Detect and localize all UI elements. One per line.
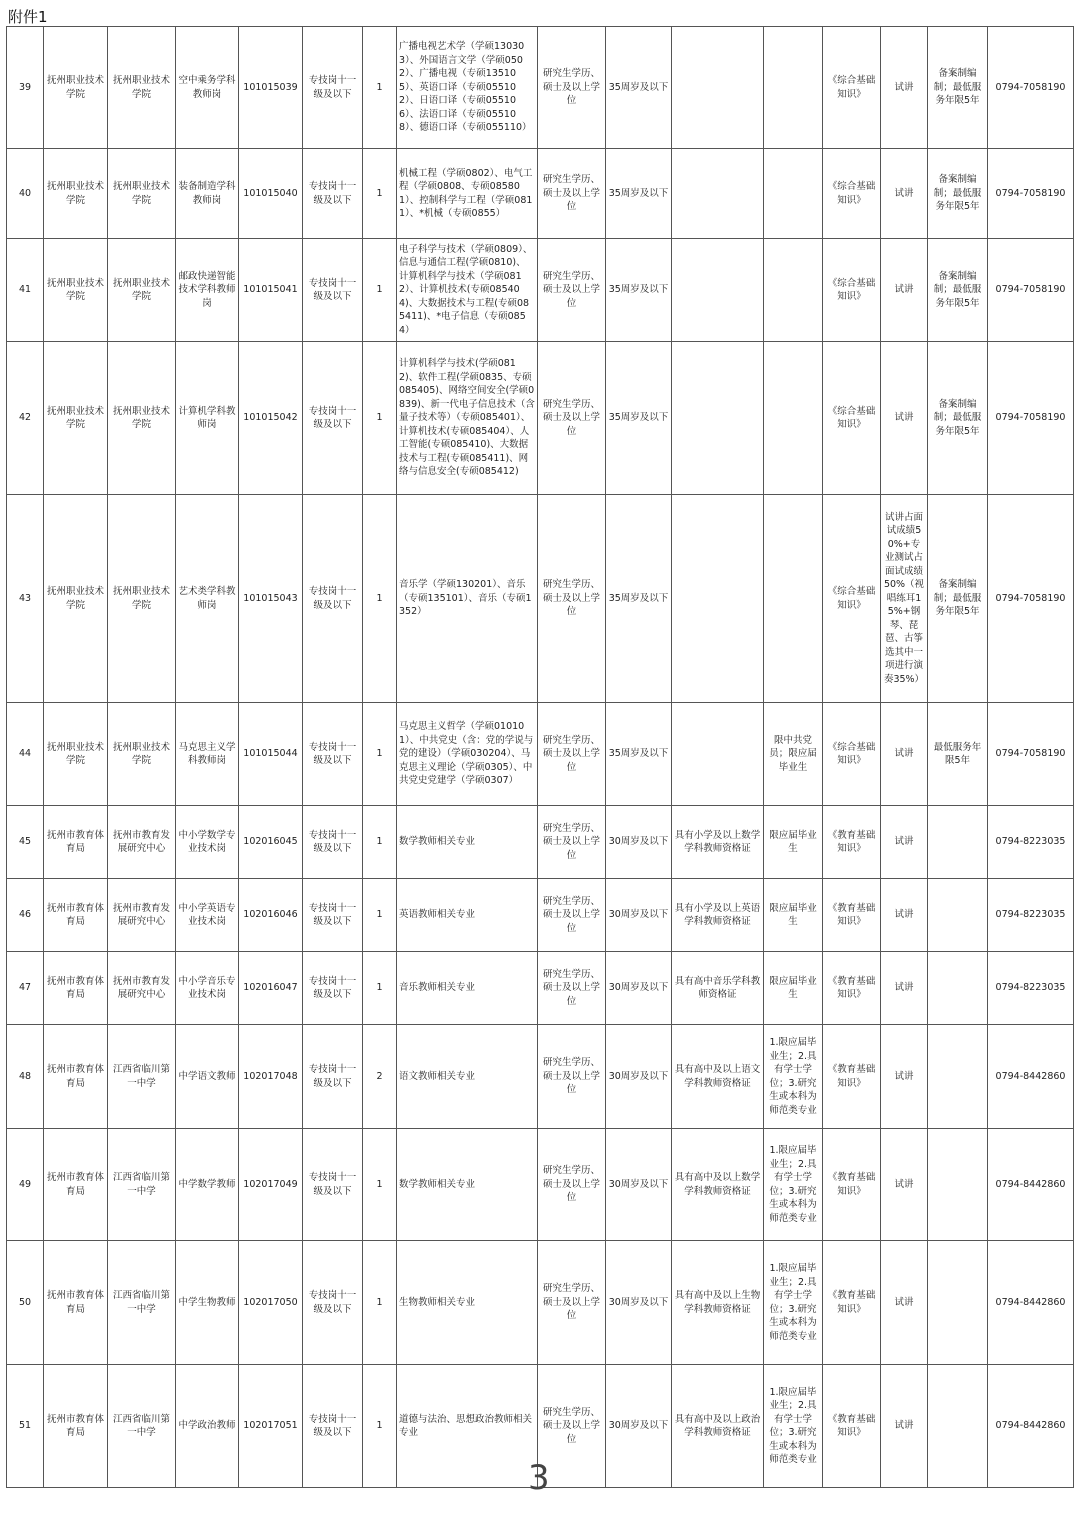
table-row <box>7 27 1074 149</box>
hire-count-cell: 1 <box>363 952 397 1025</box>
major-requirement-cell: 生物教师相关专业 <box>397 1241 538 1365</box>
written-exam-cell: 《教育基础知识》 <box>823 952 881 1025</box>
post-level-cell: 专技岗十一级及以下 <box>303 1365 363 1488</box>
contact-phone-cell: 0794-7058190 <box>988 703 1074 806</box>
post-level-cell: 专技岗十一级及以下 <box>303 27 363 149</box>
row-number-cell: 41 <box>7 239 44 342</box>
post-level-cell: 专技岗十一级及以下 <box>303 495 363 703</box>
department-cell: 抚州职业技术学院 <box>44 239 108 342</box>
hiring-unit-cell: 抚州职业技术学院 <box>108 495 176 703</box>
major-requirement-cell: 音乐教师相关专业 <box>397 952 538 1025</box>
hire-count-cell: 1 <box>363 495 397 703</box>
remark-cell <box>928 806 988 879</box>
post-name-cell: 艺术类学科教师岗 <box>176 495 239 703</box>
interview-method-cell: 试讲 <box>881 1241 928 1365</box>
table-row <box>7 1025 1074 1129</box>
post-name-cell: 邮政快递智能技术学科教师岗 <box>176 239 239 342</box>
other-requirement-cell: 1.限应届毕业生；2.具有学士学位；3.研究生或本科为师范类专业 <box>764 1365 823 1488</box>
row-number-cell: 43 <box>7 495 44 703</box>
post-code-cell: 101015039 <box>239 27 303 149</box>
contact-phone-cell: 0794-7058190 <box>988 27 1074 149</box>
post-level-cell: 专技岗十一级及以下 <box>303 703 363 806</box>
post-level-cell: 专技岗十一级及以下 <box>303 239 363 342</box>
remark-cell: 备案制编制；最低服务年限5年 <box>928 239 988 342</box>
age-requirement-cell: 30周岁及以下 <box>606 806 672 879</box>
hiring-unit-cell: 江西省临川第一中学 <box>108 1365 176 1488</box>
table-row <box>7 806 1074 879</box>
age-requirement-cell: 35周岁及以下 <box>606 342 672 495</box>
contact-phone-cell: 0794-8223035 <box>988 952 1074 1025</box>
remark-cell: 备案制编制；最低服务年限5年 <box>928 27 988 149</box>
certificate-requirement-cell: 具有高中音乐学科教师资格证 <box>672 952 764 1025</box>
major-requirement-cell: 道德与法治、思想政治教师相关专业 <box>397 1365 538 1488</box>
contact-phone-cell: 0794-7058190 <box>988 239 1074 342</box>
contact-phone-cell: 0794-7058190 <box>988 149 1074 239</box>
written-exam-cell: 《教育基础知识》 <box>823 1129 881 1241</box>
page-number: 3 <box>528 1458 550 1498</box>
post-level-cell: 专技岗十一级及以下 <box>303 1241 363 1365</box>
post-code-cell: 101015040 <box>239 149 303 239</box>
department-cell: 抚州市教育体育局 <box>44 1025 108 1129</box>
certificate-requirement-cell <box>672 342 764 495</box>
post-level-cell: 专技岗十一级及以下 <box>303 879 363 952</box>
written-exam-cell: 《教育基础知识》 <box>823 1365 881 1488</box>
hiring-unit-cell: 抚州职业技术学院 <box>108 27 176 149</box>
hire-count-cell: 1 <box>363 1365 397 1488</box>
hire-count-cell: 1 <box>363 342 397 495</box>
table-row <box>7 342 1074 495</box>
education-requirement-cell: 研究生学历、硕士及以上学位 <box>538 149 606 239</box>
major-requirement-cell: 马克思主义哲学（学硕010101）、中共党史（含：党的学说与党的建设）（学硕030204）、马克思主义理论（学硕0305）、中共党史党建学（学硕0307） <box>397 703 538 806</box>
contact-phone-cell: 0794-8223035 <box>988 879 1074 952</box>
remark-cell <box>928 1025 988 1129</box>
interview-method-cell: 试讲 <box>881 27 928 149</box>
age-requirement-cell: 30周岁及以下 <box>606 1129 672 1241</box>
interview-method-cell: 试讲 <box>881 952 928 1025</box>
remark-cell <box>928 952 988 1025</box>
certificate-requirement-cell <box>672 703 764 806</box>
table-row <box>7 1241 1074 1365</box>
certificate-requirement-cell: 具有小学及以上英语学科教师资格证 <box>672 879 764 952</box>
other-requirement-cell: 限应届毕业生 <box>764 806 823 879</box>
age-requirement-cell: 35周岁及以下 <box>606 149 672 239</box>
row-number-cell: 40 <box>7 149 44 239</box>
written-exam-cell: 《综合基础知识》 <box>823 149 881 239</box>
written-exam-cell: 《综合基础知识》 <box>823 703 881 806</box>
row-number-cell: 49 <box>7 1129 44 1241</box>
post-code-cell: 102017050 <box>239 1241 303 1365</box>
contact-phone-cell: 0794-8223035 <box>988 806 1074 879</box>
hiring-unit-cell: 抚州市教育发展研究中心 <box>108 806 176 879</box>
remark-cell <box>928 879 988 952</box>
department-cell: 抚州职业技术学院 <box>44 27 108 149</box>
age-requirement-cell: 30周岁及以下 <box>606 879 672 952</box>
post-name-cell: 马克思主义学科教师岗 <box>176 703 239 806</box>
hire-count-cell: 1 <box>363 27 397 149</box>
post-code-cell: 102016046 <box>239 879 303 952</box>
certificate-requirement-cell <box>672 495 764 703</box>
post-name-cell: 中小学英语专业技术岗 <box>176 879 239 952</box>
education-requirement-cell: 研究生学历、硕士及以上学位 <box>538 703 606 806</box>
hiring-unit-cell: 抚州职业技术学院 <box>108 342 176 495</box>
remark-cell: 备案制编制；最低服务年限5年 <box>928 495 988 703</box>
department-cell: 抚州市教育体育局 <box>44 1241 108 1365</box>
interview-method-cell: 试讲 <box>881 1129 928 1241</box>
department-cell: 抚州职业技术学院 <box>44 342 108 495</box>
age-requirement-cell: 35周岁及以下 <box>606 27 672 149</box>
interview-method-cell: 试讲 <box>881 806 928 879</box>
education-requirement-cell: 研究生学历、硕士及以上学位 <box>538 879 606 952</box>
other-requirement-cell <box>764 27 823 149</box>
certificate-requirement-cell: 具有高中及以上语文学科教师资格证 <box>672 1025 764 1129</box>
row-number-cell: 45 <box>7 806 44 879</box>
department-cell: 抚州市教育体育局 <box>44 1129 108 1241</box>
remark-cell <box>928 1129 988 1241</box>
post-code-cell: 101015041 <box>239 239 303 342</box>
certificate-requirement-cell <box>672 239 764 342</box>
written-exam-cell: 《教育基础知识》 <box>823 806 881 879</box>
post-level-cell: 专技岗十一级及以下 <box>303 806 363 879</box>
written-exam-cell: 《教育基础知识》 <box>823 1025 881 1129</box>
education-requirement-cell: 研究生学历、硕士及以上学位 <box>538 495 606 703</box>
contact-phone-cell: 0794-8442860 <box>988 1129 1074 1241</box>
table-row <box>7 952 1074 1025</box>
post-name-cell: 中学政治教师 <box>176 1365 239 1488</box>
post-name-cell: 装备制造学科教师岗 <box>176 149 239 239</box>
post-code-cell: 101015043 <box>239 495 303 703</box>
table-row <box>7 149 1074 239</box>
post-level-cell: 专技岗十一级及以下 <box>303 1129 363 1241</box>
major-requirement-cell: 数学教师相关专业 <box>397 1129 538 1241</box>
education-requirement-cell: 研究生学历、硕士及以上学位 <box>538 952 606 1025</box>
row-number-cell: 47 <box>7 952 44 1025</box>
post-level-cell: 专技岗十一级及以下 <box>303 149 363 239</box>
hire-count-cell: 1 <box>363 703 397 806</box>
post-code-cell: 102017051 <box>239 1365 303 1488</box>
certificate-requirement-cell: 具有高中及以上数学学科教师资格证 <box>672 1129 764 1241</box>
table-row <box>7 1129 1074 1241</box>
table-row <box>7 239 1074 342</box>
education-requirement-cell: 研究生学历、硕士及以上学位 <box>538 806 606 879</box>
interview-method-cell: 试讲 <box>881 239 928 342</box>
certificate-requirement-cell: 具有高中及以上政治学科教师资格证 <box>672 1365 764 1488</box>
post-code-cell: 101015044 <box>239 703 303 806</box>
other-requirement-cell: 1.限应届毕业生；2.具有学士学位；3.研究生或本科为师范类专业 <box>764 1241 823 1365</box>
contact-phone-cell: 0794-8442860 <box>988 1025 1074 1129</box>
post-name-cell: 中学生物教师 <box>176 1241 239 1365</box>
hire-count-cell: 1 <box>363 239 397 342</box>
post-name-cell: 中学语文教师 <box>176 1025 239 1129</box>
row-number-cell: 51 <box>7 1365 44 1488</box>
interview-method-cell: 试讲占面试成绩50%+专业测试占面试成绩50%（视唱练耳15%+钢琴、琵琶、古筝选其中一项进行演奏35%） <box>881 495 928 703</box>
row-number-cell: 46 <box>7 879 44 952</box>
post-code-cell: 102017049 <box>239 1129 303 1241</box>
hire-count-cell: 1 <box>363 806 397 879</box>
age-requirement-cell: 30周岁及以下 <box>606 1365 672 1488</box>
post-level-cell: 专技岗十一级及以下 <box>303 952 363 1025</box>
post-code-cell: 101015042 <box>239 342 303 495</box>
hire-count-cell: 1 <box>363 879 397 952</box>
post-name-cell: 中学数学教师 <box>176 1129 239 1241</box>
written-exam-cell: 《综合基础知识》 <box>823 27 881 149</box>
hire-count-cell: 1 <box>363 149 397 239</box>
remark-cell <box>928 1241 988 1365</box>
education-requirement-cell: 研究生学历、硕士及以上学位 <box>538 239 606 342</box>
post-name-cell: 计算机学科教师岗 <box>176 342 239 495</box>
certificate-requirement-cell <box>672 27 764 149</box>
education-requirement-cell: 研究生学历、硕士及以上学位 <box>538 1365 606 1488</box>
department-cell: 抚州职业技术学院 <box>44 703 108 806</box>
contact-phone-cell: 0794-7058190 <box>988 495 1074 703</box>
other-requirement-cell: 1.限应届毕业生；2.具有学士学位；3.研究生或本科为师范类专业 <box>764 1129 823 1241</box>
table-row <box>7 703 1074 806</box>
hire-count-cell: 1 <box>363 1241 397 1365</box>
other-requirement-cell <box>764 149 823 239</box>
hiring-unit-cell: 抚州市教育发展研究中心 <box>108 952 176 1025</box>
written-exam-cell: 《综合基础知识》 <box>823 239 881 342</box>
recruitment-table <box>6 26 1074 1488</box>
other-requirement-cell <box>764 495 823 703</box>
education-requirement-cell: 研究生学历、硕士及以上学位 <box>538 342 606 495</box>
age-requirement-cell: 35周岁及以下 <box>606 495 672 703</box>
education-requirement-cell: 研究生学历、硕士及以上学位 <box>538 27 606 149</box>
other-requirement-cell: 1.限应届毕业生；2.具有学士学位；3.研究生或本科为师范类专业 <box>764 1025 823 1129</box>
major-requirement-cell: 广播电视艺术学（学硕130303）、外国语言文学（学硕0502）、广播电视（专硕135105）、英语口译（专硕055102）、日语口译（专硕055106）、法语口译（专硕055108）、德语口译（专硕055110） <box>397 27 538 149</box>
hiring-unit-cell: 江西省临川第一中学 <box>108 1129 176 1241</box>
post-level-cell: 专技岗十一级及以下 <box>303 1025 363 1129</box>
remark-cell: 最低服务年限5年 <box>928 703 988 806</box>
hire-count-cell: 1 <box>363 1129 397 1241</box>
contact-phone-cell: 0794-8442860 <box>988 1241 1074 1365</box>
remark-cell: 备案制编制；最低服务年限5年 <box>928 342 988 495</box>
interview-method-cell: 试讲 <box>881 703 928 806</box>
post-name-cell: 中小学音乐专业技术岗 <box>176 952 239 1025</box>
education-requirement-cell: 研究生学历、硕士及以上学位 <box>538 1129 606 1241</box>
other-requirement-cell: 限应届毕业生 <box>764 952 823 1025</box>
education-requirement-cell: 研究生学历、硕士及以上学位 <box>538 1241 606 1365</box>
written-exam-cell: 《教育基础知识》 <box>823 1241 881 1365</box>
department-cell: 抚州市教育体育局 <box>44 879 108 952</box>
age-requirement-cell: 35周岁及以下 <box>606 703 672 806</box>
row-number-cell: 44 <box>7 703 44 806</box>
major-requirement-cell: 电子科学与技术（学硕0809）、信息与通信工程(学硕0810)、计算机科学与技术（学硕0812）、计算机技术(专硕085404)、大数据技术与工程(专硕085411)、*电子信息（专硕0854） <box>397 239 538 342</box>
other-requirement-cell: 限中共党员；限应届毕业生 <box>764 703 823 806</box>
hiring-unit-cell: 抚州市教育发展研究中心 <box>108 879 176 952</box>
age-requirement-cell: 30周岁及以下 <box>606 952 672 1025</box>
department-cell: 抚州市教育体育局 <box>44 1365 108 1488</box>
major-requirement-cell: 机械工程（学硕0802）、电气工程（学硕0808、专硕085801）、控制科学与工程（学硕0811）、*机械（专硕0855） <box>397 149 538 239</box>
other-requirement-cell <box>764 342 823 495</box>
interview-method-cell: 试讲 <box>881 1365 928 1488</box>
interview-method-cell: 试讲 <box>881 1025 928 1129</box>
hiring-unit-cell: 抚州职业技术学院 <box>108 703 176 806</box>
remark-cell <box>928 1365 988 1488</box>
attachment-label: 附件1 <box>8 8 48 26</box>
row-number-cell: 39 <box>7 27 44 149</box>
education-requirement-cell: 研究生学历、硕士及以上学位 <box>538 1025 606 1129</box>
hiring-unit-cell: 江西省临川第一中学 <box>108 1025 176 1129</box>
contact-phone-cell: 0794-8442860 <box>988 1365 1074 1488</box>
department-cell: 抚州市教育体育局 <box>44 806 108 879</box>
interview-method-cell: 试讲 <box>881 879 928 952</box>
post-code-cell: 102017048 <box>239 1025 303 1129</box>
department-cell: 抚州市教育体育局 <box>44 952 108 1025</box>
written-exam-cell: 《综合基础知识》 <box>823 495 881 703</box>
row-number-cell: 50 <box>7 1241 44 1365</box>
post-code-cell: 102016047 <box>239 952 303 1025</box>
age-requirement-cell: 35周岁及以下 <box>606 239 672 342</box>
hiring-unit-cell: 江西省临川第一中学 <box>108 1241 176 1365</box>
major-requirement-cell: 数学教师相关专业 <box>397 806 538 879</box>
major-requirement-cell: 计算机科学与技术(学硕0812)、软件工程(学硕0835、专硕085405)、网络空间安全(学硕0839)、新一代电子信息技术（含量子技术等）（专硕085401）、计算机技术(专硕085404）、人工智能(专硕085410)、大数据技术与工程(专硕085411)、网络与信息安全(专硕085412) <box>397 342 538 495</box>
age-requirement-cell: 30周岁及以下 <box>606 1025 672 1129</box>
post-code-cell: 102016045 <box>239 806 303 879</box>
certificate-requirement-cell <box>672 149 764 239</box>
department-cell: 抚州职业技术学院 <box>44 495 108 703</box>
written-exam-cell: 《综合基础知识》 <box>823 342 881 495</box>
post-name-cell: 空中乘务学科教师岗 <box>176 27 239 149</box>
hiring-unit-cell: 抚州职业技术学院 <box>108 239 176 342</box>
contact-phone-cell: 0794-7058190 <box>988 342 1074 495</box>
certificate-requirement-cell: 具有小学及以上数学学科教师资格证 <box>672 806 764 879</box>
post-level-cell: 专技岗十一级及以下 <box>303 342 363 495</box>
certificate-requirement-cell: 具有高中及以上生物学科教师资格证 <box>672 1241 764 1365</box>
interview-method-cell: 试讲 <box>881 149 928 239</box>
other-requirement-cell <box>764 239 823 342</box>
post-name-cell: 中小学数学专业技术岗 <box>176 806 239 879</box>
hire-count-cell: 2 <box>363 1025 397 1129</box>
table-row <box>7 495 1074 703</box>
interview-method-cell: 试讲 <box>881 342 928 495</box>
major-requirement-cell: 语文教师相关专业 <box>397 1025 538 1129</box>
row-number-cell: 48 <box>7 1025 44 1129</box>
row-number-cell: 42 <box>7 342 44 495</box>
table-row <box>7 879 1074 952</box>
other-requirement-cell: 限应届毕业生 <box>764 879 823 952</box>
major-requirement-cell: 英语教师相关专业 <box>397 879 538 952</box>
hiring-unit-cell: 抚州职业技术学院 <box>108 149 176 239</box>
age-requirement-cell: 30周岁及以下 <box>606 1241 672 1365</box>
written-exam-cell: 《教育基础知识》 <box>823 879 881 952</box>
remark-cell: 备案制编制；最低服务年限5年 <box>928 149 988 239</box>
department-cell: 抚州职业技术学院 <box>44 149 108 239</box>
major-requirement-cell: 音乐学（学硕130201）、音乐（专硕135101）、音乐（专硕1352） <box>397 495 538 703</box>
